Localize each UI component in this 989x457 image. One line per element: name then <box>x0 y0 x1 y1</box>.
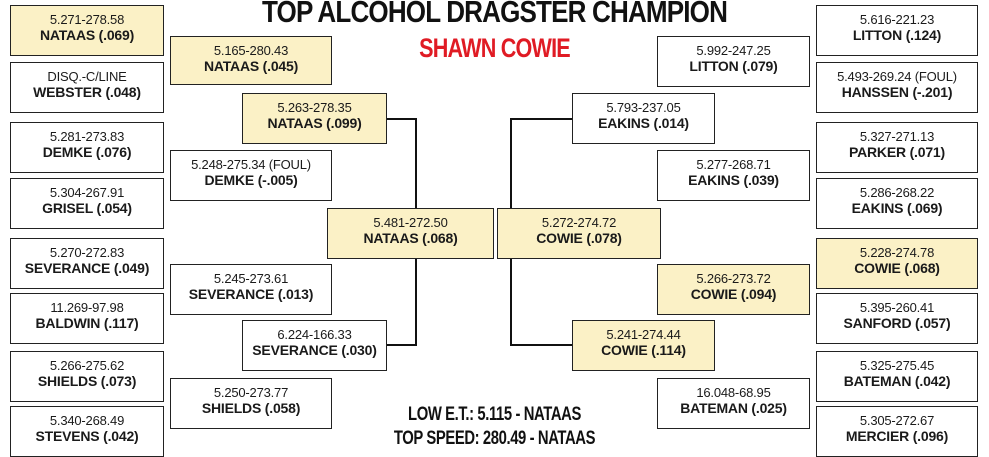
left-r3-box-2 <box>242 320 387 371</box>
driver-name: SEVERANCE (.049) <box>24 260 150 276</box>
driver-name: BATEMAN (.042) <box>843 373 951 389</box>
run-time: 5.340-268.49 <box>49 413 125 428</box>
right-r2-box-1 <box>657 36 810 87</box>
driver-name: SANFORD (.057) <box>843 315 951 331</box>
driver-name: SHIELDS (.073) <box>37 373 137 389</box>
run-time: 5.250-273.77 <box>213 385 289 400</box>
driver-name: NATAAS (.045) <box>203 58 299 74</box>
left-r2-box-1 <box>170 36 332 85</box>
driver-name: NATAAS (.099) <box>267 115 362 131</box>
left-r1-box-2 <box>10 62 164 113</box>
driver-name: BATEMAN (.025) <box>680 400 787 416</box>
driver-name: NATAAS (.069) <box>39 27 135 43</box>
driver-name: LITTON (.124) <box>852 27 942 43</box>
right-final-box <box>497 208 661 259</box>
run-time: 5.271-278.58 <box>49 12 125 27</box>
driver-name: LITTON (.079) <box>689 58 778 74</box>
right-r1-box-5 <box>816 238 978 289</box>
run-time: DISQ.-C/LINE <box>47 69 127 84</box>
run-time: 5.305-272.67 <box>859 413 935 428</box>
run-time: 5.245-273.61 <box>213 271 289 286</box>
run-time: 5.248-275.34 (FOUL) <box>191 157 311 172</box>
right-r1-box-7 <box>816 351 978 402</box>
driver-name: SEVERANCE (.013) <box>188 286 314 302</box>
left-r1-box-5 <box>10 238 164 289</box>
right-r3-box-1 <box>572 93 715 144</box>
driver-name: HANSSEN (-.201) <box>841 84 953 100</box>
page-title: TOP ALCOHOL DRAGSTER CHAMPION <box>261 0 728 29</box>
right-r3-box-2 <box>572 320 715 371</box>
run-time: 5.241-274.44 <box>606 327 681 342</box>
left-final-box <box>327 208 494 259</box>
run-time: 5.286-268.22 <box>859 185 935 200</box>
driver-name: SHIELDS (.058) <box>201 400 301 416</box>
run-time: 5.228-274.78 <box>859 245 935 260</box>
run-time: 6.224-166.33 <box>277 327 352 342</box>
driver-name: COWIE (.114) <box>601 342 686 358</box>
left-r1-box-4 <box>10 178 164 229</box>
run-time: 16.048-68.95 <box>696 385 771 400</box>
driver-name: DEMKE (.076) <box>42 144 132 160</box>
driver-name: COWIE (.078) <box>536 230 622 246</box>
run-time: 5.793-237.05 <box>606 100 681 115</box>
driver-name: COWIE (.094) <box>690 286 777 302</box>
run-time: 5.277-268.71 <box>696 157 771 172</box>
left-r2-box-3 <box>170 264 332 315</box>
driver-name: WEBSTER (.048) <box>33 84 141 100</box>
run-time: 5.266-275.62 <box>49 358 125 373</box>
left-r1-box-3 <box>10 122 164 173</box>
driver-name: SEVERANCE (.030) <box>252 342 377 358</box>
left-r3-box-1 <box>242 93 387 144</box>
run-time: 5.270-272.83 <box>49 245 125 260</box>
left-r1-box-1 <box>10 5 164 56</box>
driver-name: NATAAS (.068) <box>363 230 458 246</box>
left-r1-box-7 <box>10 351 164 402</box>
run-time: 5.493-269.24 (FOUL) <box>837 69 957 84</box>
driver-name: DEMKE (-.005) <box>204 172 298 188</box>
driver-name: EAKINS (.039) <box>688 172 779 188</box>
right-r2-box-2 <box>657 150 810 201</box>
run-time: 11.269-97.98 <box>50 300 124 315</box>
run-time: 5.266-273.72 <box>696 271 771 286</box>
run-time: 5.327-271.13 <box>859 129 935 144</box>
driver-name: EAKINS (.069) <box>851 200 943 216</box>
right-r1-box-1 <box>816 5 978 56</box>
driver-name: GRISEL (.054) <box>42 200 132 216</box>
right-r1-box-2 <box>816 62 978 113</box>
left-r2-box-2 <box>170 150 332 201</box>
champion-name: SHAWN COWIE <box>419 33 570 63</box>
top-speed-stat: TOP SPEED: 280.49 - NATAAS <box>393 428 596 449</box>
run-time: 5.165-280.43 <box>213 43 289 58</box>
right-r1-box-6 <box>816 293 978 344</box>
run-time: 5.272-274.72 <box>541 215 617 230</box>
run-time: 5.481-272.50 <box>373 215 448 230</box>
run-time: 5.325-275.45 <box>859 358 935 373</box>
driver-name: EAKINS (.014) <box>598 115 689 131</box>
run-time: 5.616-221.23 <box>859 12 935 27</box>
right-r1-box-4 <box>816 178 978 229</box>
low-et-stat: LOW E.T.: 5.115 - NATAAS <box>408 404 581 425</box>
run-time: 5.992-247.25 <box>696 43 771 58</box>
driver-name: BALDWIN (.117) <box>35 315 139 331</box>
run-time: 5.281-273.83 <box>49 129 125 144</box>
driver-name: STEVENS (.042) <box>35 428 139 444</box>
right-r2-box-3 <box>657 264 810 315</box>
run-time: 5.304-267.91 <box>49 185 125 200</box>
run-time: 5.395-260.41 <box>859 300 935 315</box>
driver-name: PARKER (.071) <box>849 144 945 160</box>
run-time: 5.263-278.35 <box>277 100 352 115</box>
left-r1-box-6 <box>10 293 164 344</box>
driver-name: MERCIER (.096) <box>845 428 949 444</box>
right-r1-box-3 <box>816 122 978 173</box>
driver-name: COWIE (.068) <box>854 260 940 276</box>
